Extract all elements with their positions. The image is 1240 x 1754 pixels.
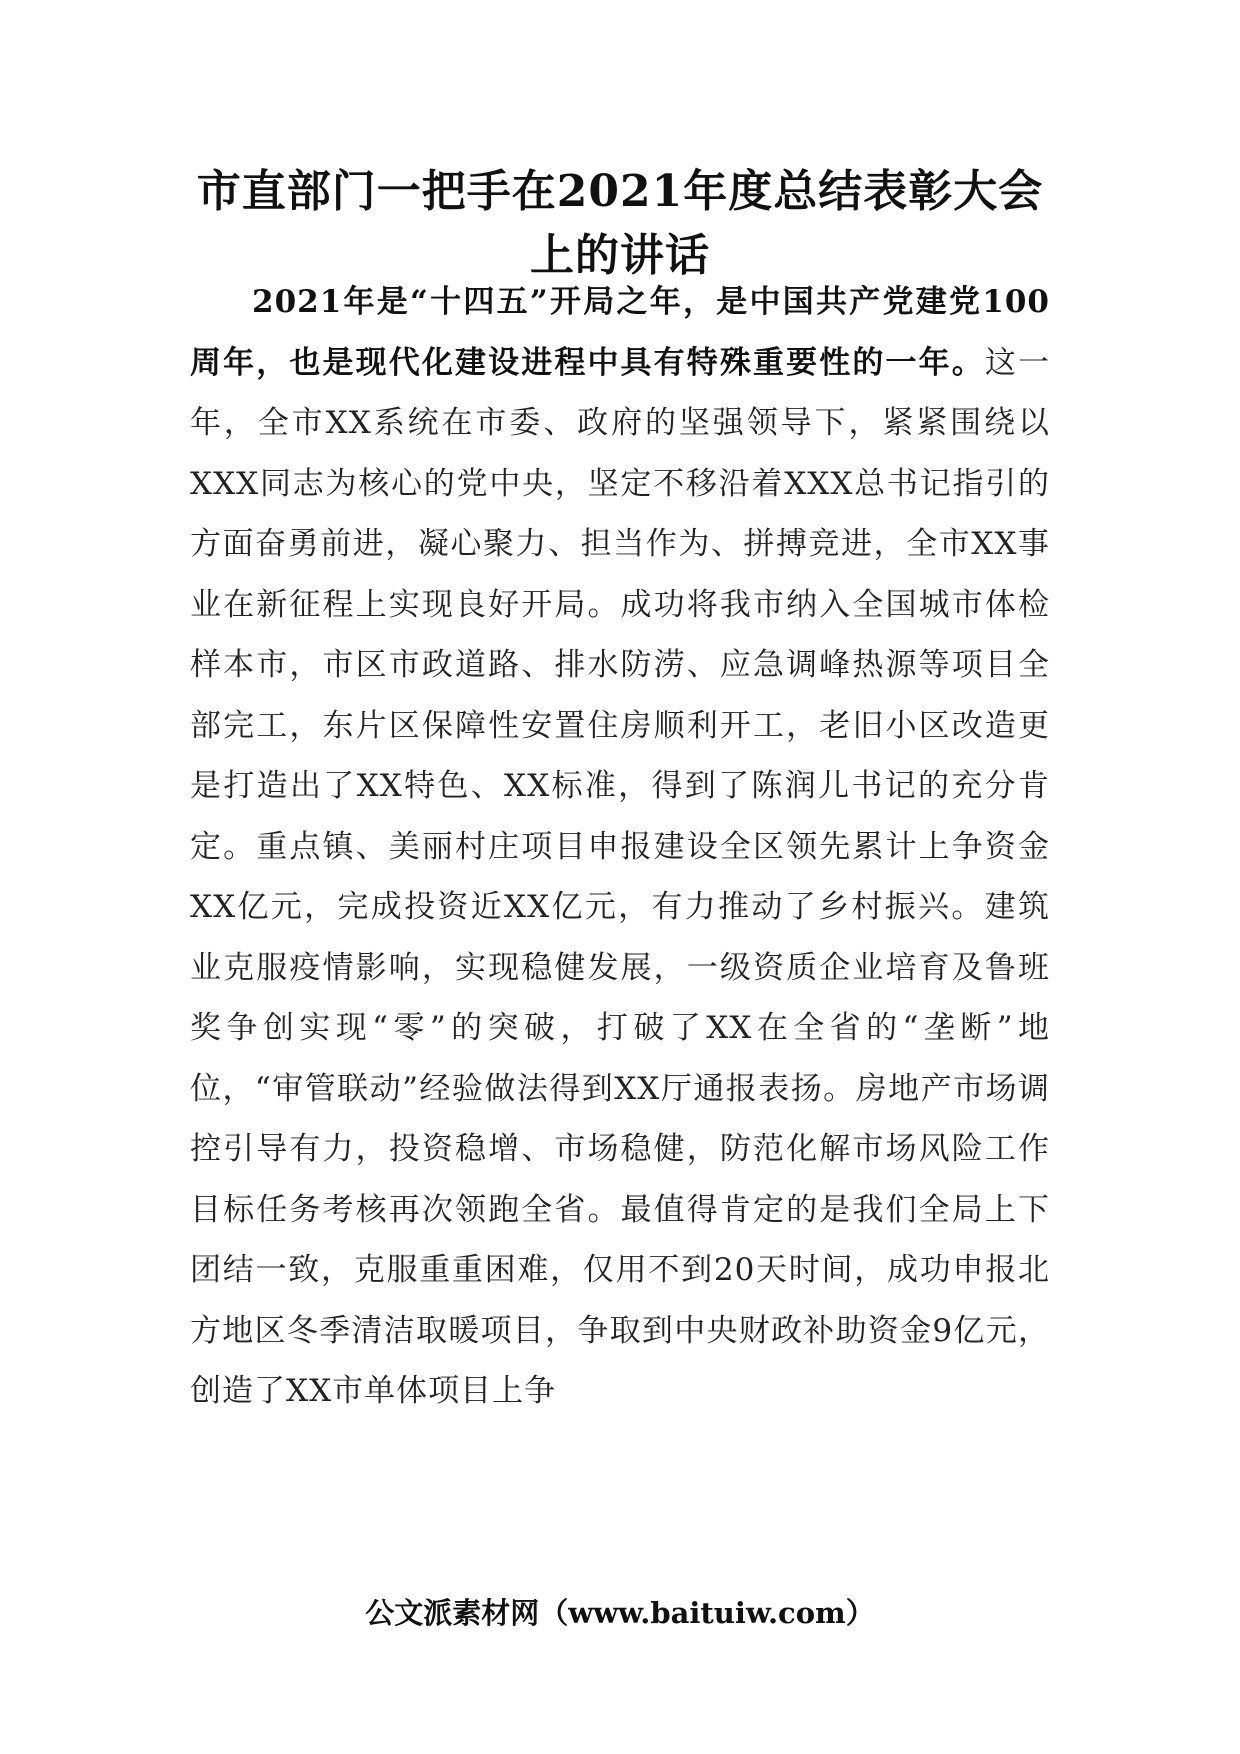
body-paragraph <box>190 272 1050 1422</box>
title-line-2: 上的讲话 <box>530 230 710 281</box>
body-text: 这一年，全市XX系统在市委、政府的坚强领导下，紧紧围绕以XXX同志为核心的党中央，坚定不移沿着XXX总书记指引的方面奋勇前进，凝心聚力、担当作为、拼搏竞进，全市XX事业在新征程上实现良好开局。成功将我市纳入全国城市体检样本市，市区市政道路、排水防涝、应急调峰热源等项目全部完工，东片区保障性安置住房顺利开工，老旧小区改造更是打造出了XX特色、XX标准，得到了陈润儿书记的充分肯定。重点镇、美丽村庄项目申报建设全区领先累计上争资金XX亿元，完成投资近XX亿元，有力推动了乡村振兴。建筑业克服疫情影响，实现稳健发展，一级资质企业培育及鲁班奖争创实现“零”的突破，打破了XX在全省的“垄断”地位，“审管联动”经验做法得到XX厅通报表扬。房地产市场调控引导有力，投资稳增、市场稳健，防范化解市场风险工作目标任务考核再次领跑全省。最值得肯定的是我们全局上下团结一致，克服重重困难，仅用不到20天时间，成功申报北方地区冬季清洁取暖项目，争取到中央财政补助资金9亿元，创造了XX市单体项目上争 <box>190 344 1051 1409</box>
lead-sentence: 2021年是“十四五”开局之年，是中国共产党建党100周年，也是现代化建设进程中具有特殊重要性的一年。 <box>190 284 1050 381</box>
footer-source: 公文派素材网（www.baituiw.com） <box>365 1596 875 1630</box>
document-title <box>170 160 1070 288</box>
title-line-1: 市直部门一把手在2021年度总结表彰大会 <box>196 166 1044 217</box>
